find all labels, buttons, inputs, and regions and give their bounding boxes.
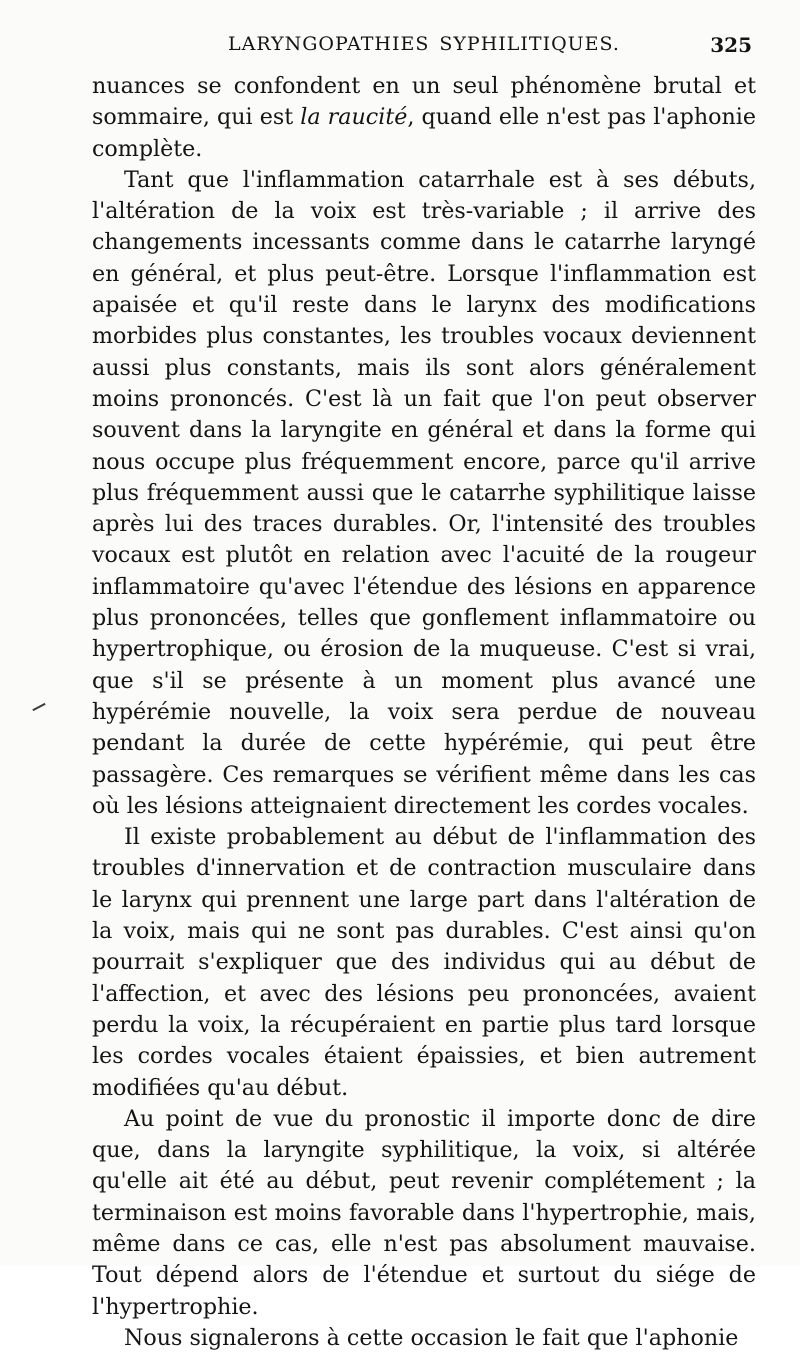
paragraph: Au point de vue du pronostic il importe donc de dire que, dans la laryngite syphilitique, la voix, si altérée qu'elle ait été au début, peut revenir complétement ; la terminaison est moins favorable dans l'hypertrophie, mais, même dans ce cas, elle n'est pas absolument mauvaise. Tout dépend alors de l'étendue et surtout du siége de l'hypertrophie. [92,1105,756,1320]
emphasized-term: la raucité [300,104,408,131]
paragraph-continuation [92,71,756,165]
paragraph: Il existe probablement au début de l'inflammation des troubles d'innervation et de contraction musculaire dans le larynx qui prennent une large part dans l'altération de la voix, mais qui ne sont pas durables. C'est ainsi qu'on pourrait s'expliquer que des individus qui au début de l'affection, et avec des lésions peu prononcées, avaient perdu la voix, la récupéraient en partie plus tard lorsque les cordes vocales étaient épaissies, et bien autrement modifiées qu'au début. [92,824,756,1101]
running-title: LARYNGOPATHIES SYPHILITIQUES. [228,33,620,55]
paragraph-final-line: Nous signalerons à cette occasion le fait que l'aphonie [124,1324,739,1351]
paragraph-text: nuances se confondent en un seul phénomène brutal et sommaire, qui est [92,73,756,131]
paragraph-text: , quand elle n'est pas l'aphonie complète. [92,104,756,162]
margin-stray-mark [32,703,45,711]
page-header [92,30,752,60]
page-number: 325 [710,33,752,57]
paragraph: Tant que l'inflammation catarrhale est à ses débuts, l'altération de la voix est très-variable ; il arrive des changements incessants comme dans le catarrhe laryngé en général, et plus peut-être. Lorsque l'inflammation est apaisée et qu'il reste dans le larynx des modifications morbides plus constantes, les troubles vocaux deviennent aussi plus constants, mais ils sont alors généralement moins prononcés. C'est là un fait que l'on peut observer souvent dans la laryngite en général et dans la forme qui nous occupe plus fréquemment encore, parce qu'il arrive plus fréquemment aussi que le catarrhe syphilitique laisse après lui des traces durables. Or, l'intensité des troubles vocaux est plutôt en relation avec l'acuité de la rougeur inflammatoire qu'avec l'étendue des lésions en apparence plus prononcées, telles que gonflement inflammatoire ou hypertrophique, ou érosion de la muqueuse. C'est si vrai, que s'il se présente à un moment plus avancé une hypérémie nouvelle, la voix sera perdue de nouveau pendant la durée de cette hypérémie, qui peut être passagère. Ces remarques se vérifient même dans les cas où les lésions atteignaient directement les cordes vocales. [92,166,756,819]
body-text [92,71,756,1354]
